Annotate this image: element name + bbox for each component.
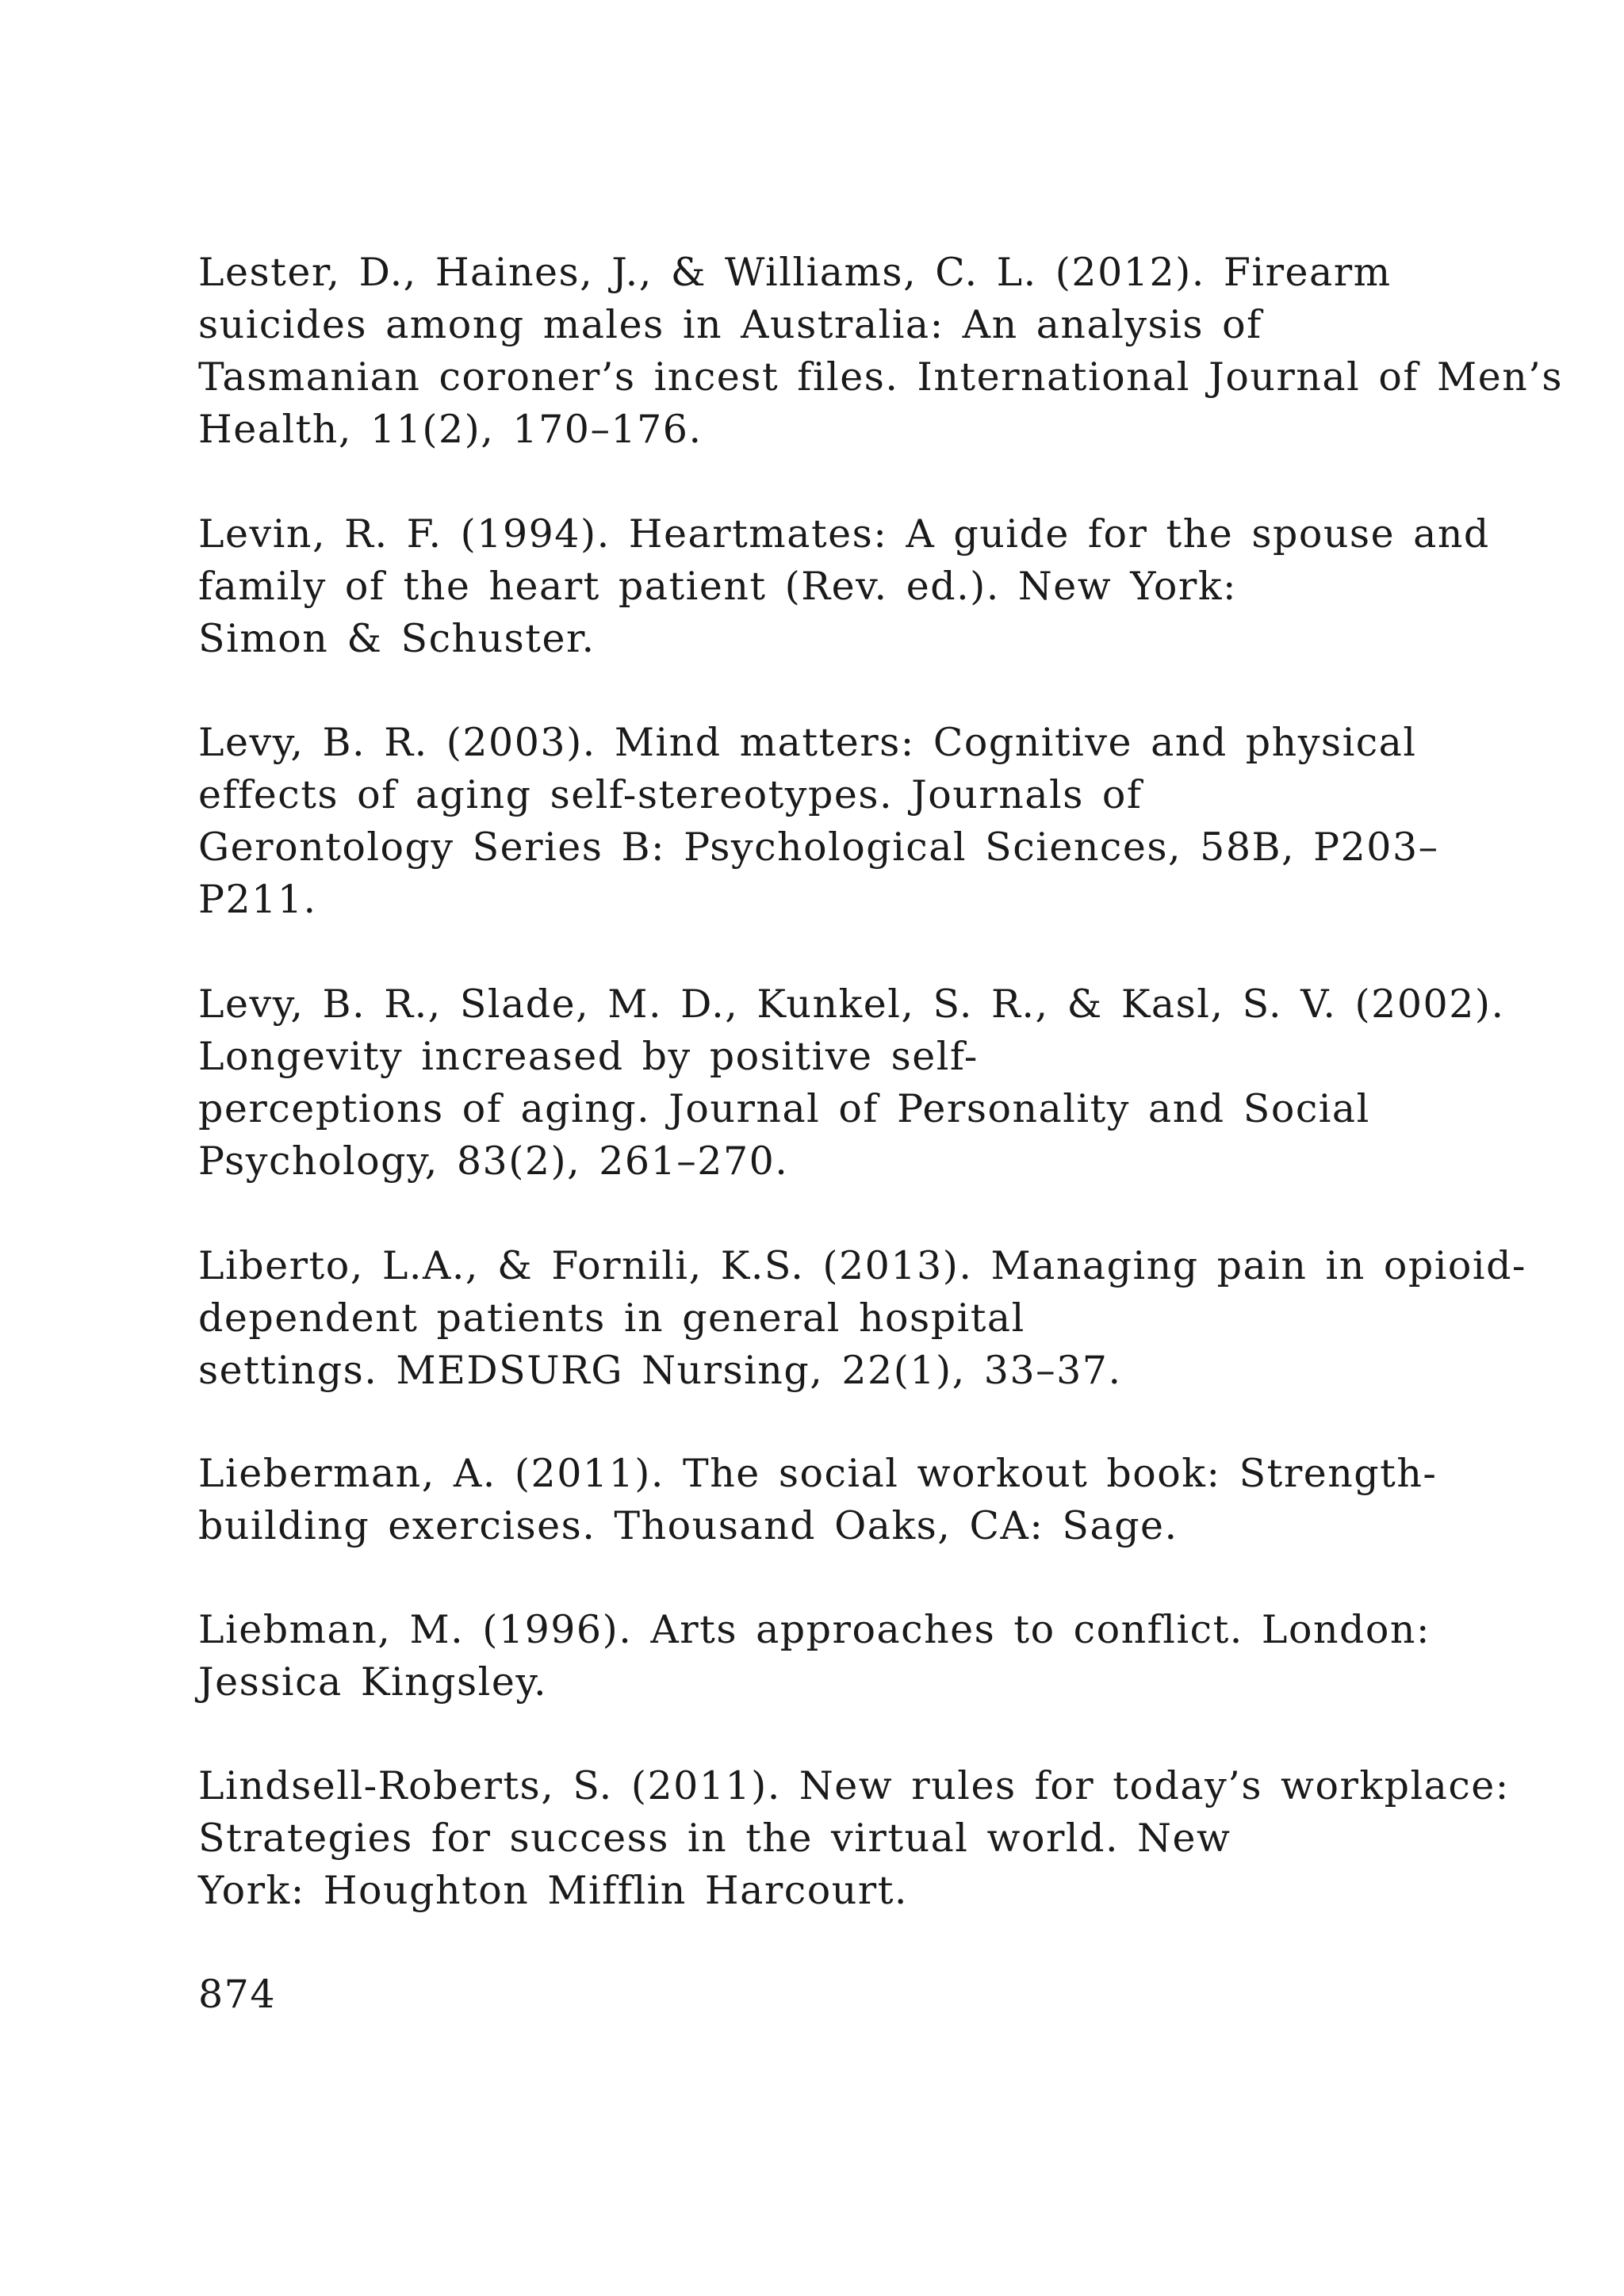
reference-line: Levy, B. R., Slade, M. D., Kunkel, S. R., & Kasl, S. V. (2002).: [198, 982, 1505, 1027]
reference-line: perceptions of aging. Journal of Personality and Social: [198, 1086, 1370, 1131]
reference-line: Lester, D., Haines, J., & Williams, C. L. (2012). Firearm: [198, 250, 1392, 295]
reference-line: effects of aging self-stereotypes. Journals of: [198, 772, 1143, 817]
reference-line: Strategies for success in the virtual world. New: [198, 1816, 1231, 1861]
reference-line: Psychology, 83(2), 261–270.: [198, 1138, 789, 1184]
reference-entry: [198, 978, 1505, 1188]
reference-line: Gerontology Series B: Psychological Sciences, 58B, P203–: [198, 825, 1439, 870]
reference-line: Health, 11(2), 170–176.: [198, 407, 703, 452]
reference-line: York: Houghton Mifflin Harcourt.: [198, 1868, 908, 1913]
reference-line: suicides among males in Australia: An analysis of: [198, 302, 1262, 347]
reference-line: Tasmanian coroner’s incest files. International Journal of Men’s: [198, 354, 1563, 400]
reference-line: settings. MEDSURG Nursing, 22(1), 33–37.: [198, 1348, 1122, 1393]
reference-entry: [198, 1604, 1431, 1709]
reference-entry: [198, 1240, 1526, 1397]
reference-entry: [198, 1760, 1510, 1917]
reference-entry: [198, 508, 1490, 665]
reference-line: Lieberman, A. (2011). The social workout book: Strength-: [198, 1451, 1438, 1496]
reference-line: Jessica Kingsley.: [198, 1659, 548, 1705]
reference-line: Lindsell-Roberts, S. (2011). New rules for today’s workplace:: [198, 1763, 1510, 1808]
reference-line: Liebman, M. (1996). Arts approaches to conflict. London:: [198, 1607, 1431, 1652]
reference-line: P211.: [198, 877, 317, 922]
reference-line: Levin, R. F. (1994). Heartmates: A guide for the spouse and: [198, 511, 1490, 557]
reference-entry: [198, 717, 1439, 926]
reference-line: Simon & Schuster.: [198, 616, 596, 661]
page-number: 874: [198, 1972, 277, 2017]
reference-line: Levy, B. R. (2003). Mind matters: Cognitive and physical: [198, 720, 1417, 765]
reference-entry: [198, 1448, 1437, 1552]
reference-entry: [198, 247, 1563, 456]
reference-line: family of the heart patient (Rev. ed.). New York:: [198, 564, 1238, 609]
reference-line: building exercises. Thousand Oaks, CA: Sage.: [198, 1503, 1178, 1548]
reference-line: Liberto, L.A., & Fornili, K.S. (2013). Managing pain in opioid-: [198, 1243, 1526, 1288]
reference-line: dependent patients in general hospital: [198, 1295, 1025, 1341]
reference-line: Longevity increased by positive self-: [198, 1034, 979, 1079]
